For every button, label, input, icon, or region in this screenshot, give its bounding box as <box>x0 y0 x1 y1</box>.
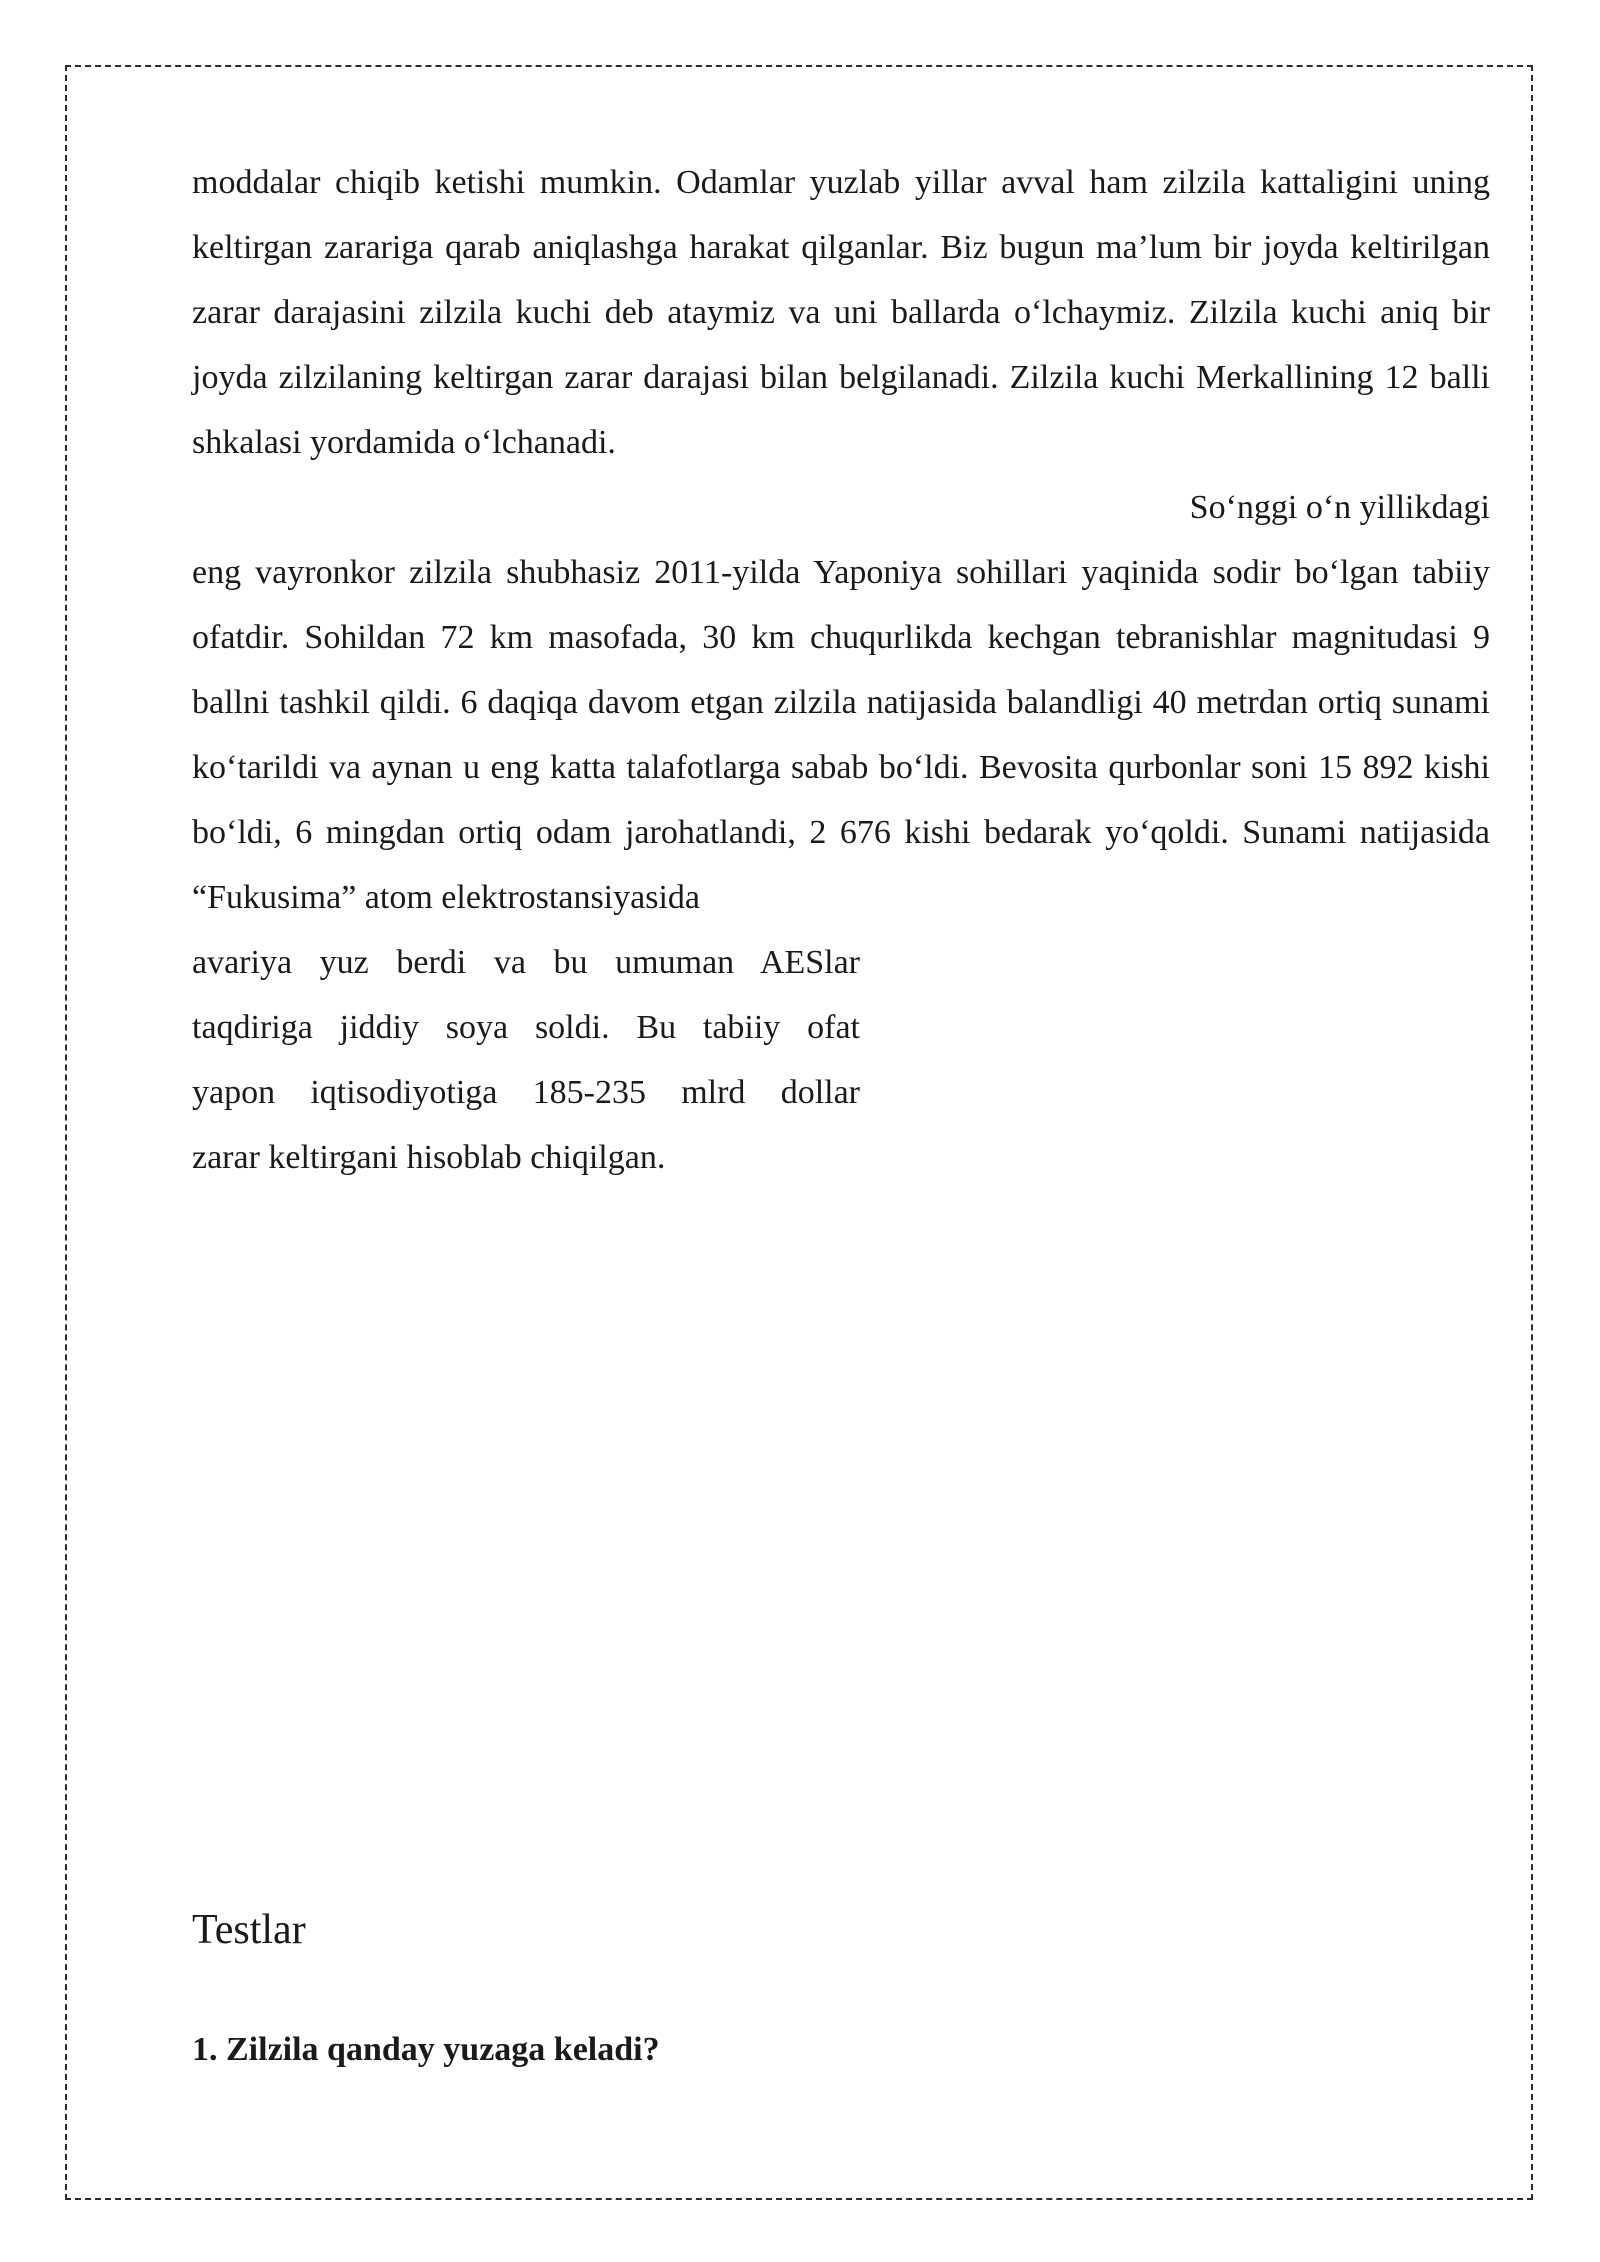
paragraph-2-start: So‘nggi o‘n yillikdagi <box>1189 489 1490 526</box>
narrow-line-3: yapon iqtisodiyotiga 185-235 mlrd dollar <box>192 1074 860 1111</box>
paragraph-2: eng vayronkor zilzila shubhasiz 2011-yilda Yaponiya sohillari yaqinida sodir bo‘lgan tabiiy ofatdir. Sohildan 72 km masofada, 30 km chuqurlikda kechgan tebranishlar magnitudasi 9 ballni tashkil qildi. 6 daqiqa davom etgan zilzila natijasida balandligi 40 metrdan ortiq sunami ko‘tarildi va aynan u eng katta talafotlarga sabab bo‘ldi. Bevosita qurbonlar soni 15 892 kishi bo‘ldi, 6 mingdan ortiq odam jarohatlandi, 2 676 kishi bedarak yo‘qoldi. Sunami natijasida “Fukusima” atom elektrostansiyasida <box>192 554 1490 916</box>
question-1: 1. Zilzila qanday yuzaga keladi? <box>192 2031 660 2068</box>
narrow-text-block <box>192 930 860 1190</box>
narrow-line-1: avariya yuz berdi va bu umuman AESlar <box>192 944 860 981</box>
paragraph-1: moddalar chiqib ketishi mumkin. Odamlar yuzlab yillar avval ham zilzila kattaligini uning keltirgan zarariga qarab aniqlashga harakat qilganlar. Biz bugun ma’lum bir joyda keltirilgan zarar darajasini zilzila kuchi deb ataymiz va uni ballarda o‘lchaymiz. Zilzila kuchi aniq bir joyda zilzilaning keltirgan zarar darajasi bilan belgilanadi. Zilzila kuchi Merkallining 12 balli shkalasi yordamida o‘lchanadi. <box>192 164 1490 461</box>
narrow-line-2: taqdiriga jiddiy soya soldi. Bu tabiiy ofat <box>192 1009 860 1046</box>
narrow-line-4: zarar keltirgani hisoblab chiqilgan. <box>192 1139 666 1176</box>
section-heading: Testlar <box>192 1907 306 1953</box>
document-body <box>192 150 1490 1190</box>
